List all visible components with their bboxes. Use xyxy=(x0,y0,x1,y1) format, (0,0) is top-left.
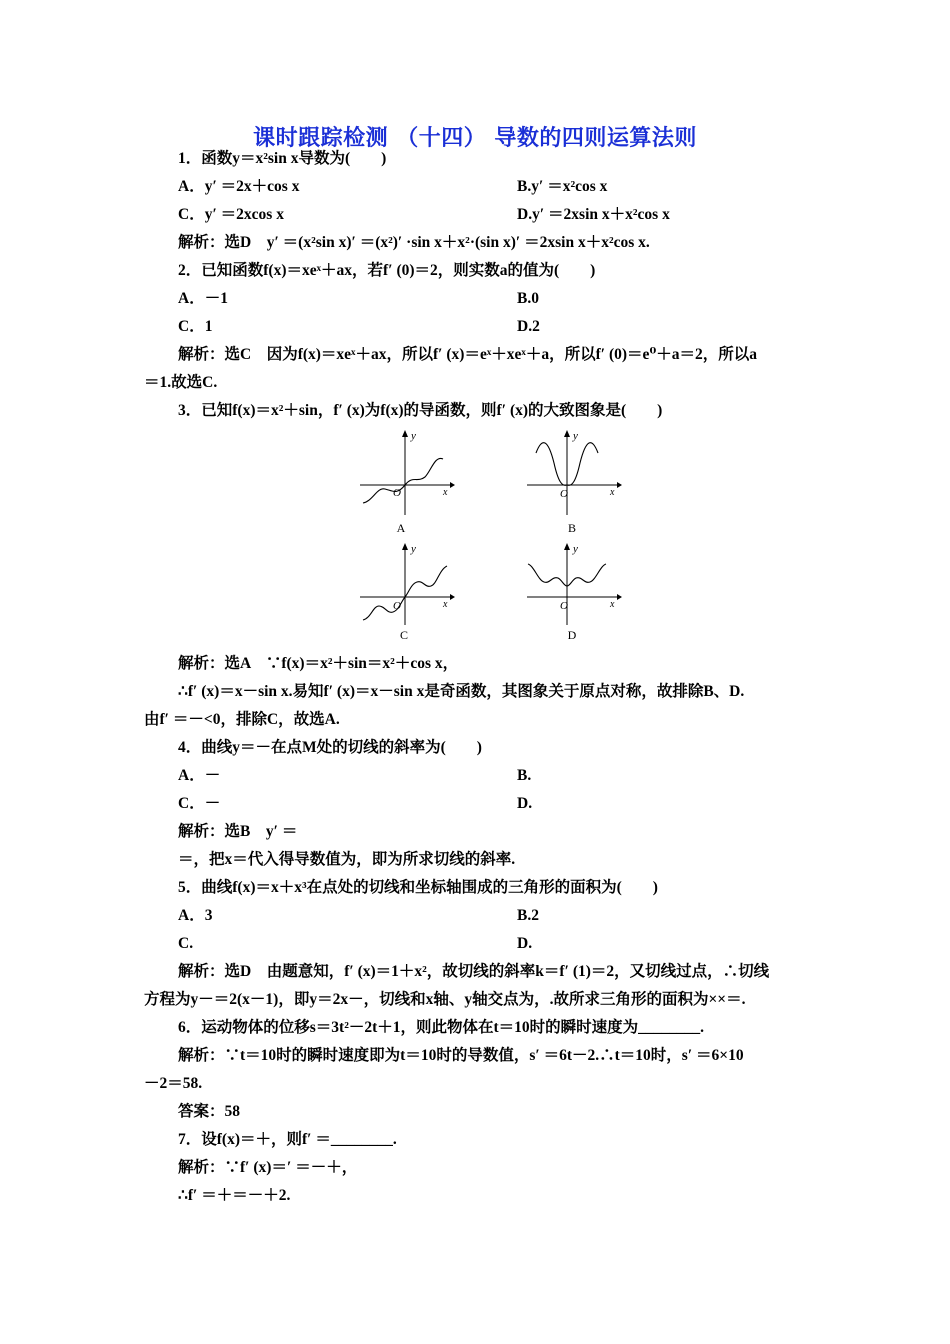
graph-d-label: D xyxy=(567,628,577,642)
solution-3-line-1: 解析：选A ∵f(x)＝x²＋sin＝x²＋cos x， xyxy=(178,655,459,672)
graph-d xyxy=(522,540,622,630)
option-5a: A．3 xyxy=(178,907,213,924)
solution-5-line-2: 方程为y－＝2(x－1)，即y＝2x－，切线和x轴、y轴交点为，.故所求三角形的面积为××＝. xyxy=(144,991,746,1008)
solution-3-line-3: 由f′ ＝－<0，排除C，故选A. xyxy=(144,711,340,728)
question-5: 5．曲线f(x)＝x＋x³在点处的切线和坐标轴围成的三角形的面积为( ) xyxy=(178,879,658,896)
graph-b-x-label: x xyxy=(610,487,615,498)
graph-c-origin: O xyxy=(393,600,401,612)
option-1c: C．y′ ＝2xcos x xyxy=(178,206,284,223)
graph-d-y-label: y xyxy=(573,543,578,555)
graph-d-x-label: x xyxy=(610,599,615,610)
solution-6-line-1: 解析：∵t＝10时的瞬时速度即为t＝10时的导数值，s′ ＝6t－2.∴t＝10时，s′ ＝6×10 xyxy=(178,1047,744,1064)
solution-1: 解析：选D y′ ＝(x²sin x)′ ＝(x²)′ ·sin x＋x²·(sin x)′ ＝2xsin x＋x²cos x. xyxy=(178,234,650,251)
option-1d: D.y′ ＝2xsin x＋x²cos x xyxy=(517,206,670,223)
question-6: 6．运动物体的位移s＝3t²－2t＋1，则此物体在t＝10时的瞬时速度为________. xyxy=(178,1019,705,1036)
option-4a: A．－ xyxy=(178,767,221,784)
graph-d-origin: O xyxy=(560,600,568,612)
graph-c-x-label: x xyxy=(443,599,448,610)
option-1b: B.y′ ＝x²cos x xyxy=(517,178,608,195)
graph-a-origin: O xyxy=(393,487,401,499)
solution-4-line-1: 解析：选B y′ ＝ xyxy=(178,823,298,840)
graph-b xyxy=(522,425,622,520)
option-4d: D. xyxy=(517,795,533,812)
solution-2-line-2: ＝1.故选C. xyxy=(144,374,218,391)
question-1: 1．函数y＝x²sin x导数为( ) xyxy=(178,150,387,167)
answer-6: 答案：58 xyxy=(178,1103,241,1120)
solution-6-line-2: －2＝58. xyxy=(144,1075,203,1092)
option-2a: A．－1 xyxy=(178,290,228,307)
question-3: 3．已知f(x)＝x²＋sin，f′ (x)为f(x)的导函数，则f′ (x)的大致图象是( ) xyxy=(178,402,663,419)
graph-a-y-label: y xyxy=(411,430,416,442)
solution-3-line-2: ∴f′ (x)＝x－sin x.易知f′ (x)＝x－sin x是奇函数，其图象关于原点对称，故排除B、D. xyxy=(178,683,745,700)
graph-b-label: B xyxy=(567,521,576,535)
option-4c: C．－ xyxy=(178,795,221,812)
graph-c-label: C xyxy=(399,628,408,642)
option-5c: C. xyxy=(178,935,194,952)
option-2b: B.0 xyxy=(517,290,539,307)
graph-a-x-label: x xyxy=(443,487,448,498)
option-5d: D. xyxy=(517,935,533,952)
graph-b-origin: O xyxy=(560,488,568,500)
solution-5-line-1: 解析：选D 由题意知，f′ (x)＝1＋x²，故切线的斜率k＝f′ (1)＝2，又切线过点，∴切线 xyxy=(178,963,770,980)
graph-a-label: A xyxy=(396,521,406,535)
option-5b: B.2 xyxy=(517,907,539,924)
solution-4-line-2: ＝，把x＝代入得导数值为，即为所求切线的斜率. xyxy=(178,851,516,868)
solution-7-line-2: ∴f′ ＝＋＝－＋2. xyxy=(178,1187,291,1204)
option-2d: D.2 xyxy=(517,318,540,335)
question-4: 4．曲线y＝－在点M处的切线的斜率为( ) xyxy=(178,739,482,756)
question-7: 7．设f(x)＝＋，则f′ ＝________. xyxy=(178,1131,397,1148)
graph-a xyxy=(355,425,455,520)
solution-2-line-1: 解析：选C 因为f(x)＝xeˣ＋ax，所以f′ (x)＝eˣ＋xeˣ＋a，所以f′ (0)＝e⁰＋a＝2，所以a xyxy=(178,346,757,363)
solution-7-line-1: 解析：∵f′ (x)＝′ ＝－＋， xyxy=(178,1159,358,1176)
graph-b-y-label: y xyxy=(573,430,578,442)
graph-c-y-label: y xyxy=(411,543,416,555)
option-1a: A．y′ ＝2x＋cos x xyxy=(178,178,300,195)
page-title: 课时跟踪检测 （十四） 导数的四则运算法则 xyxy=(253,126,697,151)
option-2c: C．1 xyxy=(178,318,213,335)
option-4b: B. xyxy=(517,767,532,784)
question-2: 2．已知函数f(x)＝xeˣ＋ax，若f′ (0)＝2，则实数a的值为( ) xyxy=(178,262,596,279)
graph-c xyxy=(355,540,455,630)
